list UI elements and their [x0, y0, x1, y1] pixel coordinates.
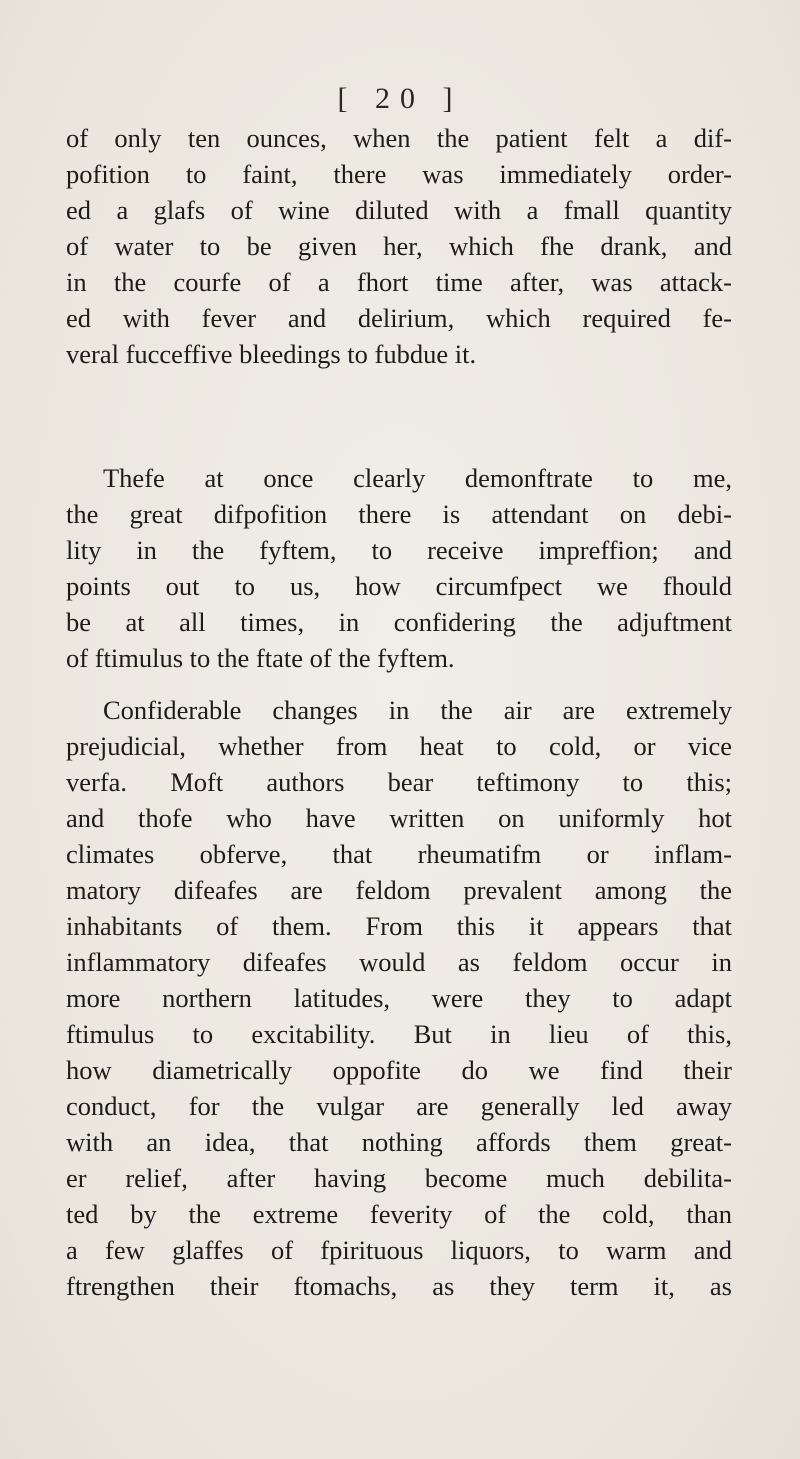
- text-line: ftrengthen their ftomachs, as they term it, as: [66, 1271, 732, 1301]
- text-line: points out to us, how circumfpect we fhould: [66, 571, 732, 601]
- text-line: with an idea, that nothing affords them great-: [66, 1127, 732, 1157]
- text-line: pofition to faint, there was immediately order-: [66, 159, 732, 189]
- text-line: veral fucceffive bleedings to fubdue it.: [66, 339, 477, 369]
- text-line: of only ten ounces, when the patient felt a dif-: [66, 123, 732, 153]
- text-line: inhabitants of them. From this it appears that: [66, 911, 732, 941]
- text-line: ed with fever and delirium, which required fe-: [66, 303, 732, 333]
- text-line: the great difpofition there is attendant on debi-: [66, 499, 732, 529]
- text-line: er relief, after having become much debilita-: [66, 1163, 732, 1193]
- text-line: prejudicial, whether from heat to cold, or vice: [66, 731, 732, 761]
- paragraph-3: [66, 692, 732, 1304]
- text-line: ted by the extreme feverity of the cold, than: [66, 1199, 732, 1229]
- text-line: ed a glafs of wine diluted with a fmall quantity: [66, 195, 732, 225]
- text-line: a few glaffes of fpirituous liquors, to warm and: [66, 1235, 732, 1265]
- text-line: and thofe who have written on uniformly hot: [66, 803, 732, 833]
- text-line: more northern latitudes, were they to adapt: [66, 983, 732, 1013]
- text-line: Thefe at once clearly demonftrate to me,: [103, 463, 732, 493]
- text-line: inflammatory difeafes would as feldom occur in: [66, 947, 732, 977]
- text-line: how diametrically oppofite do we find their: [66, 1055, 732, 1085]
- page-number: [ 20 ]: [337, 82, 463, 115]
- text-line: matory difeafes are feldom prevalent among the: [66, 875, 732, 905]
- text-line: lity in the fyftem, to receive impreffion; and: [66, 535, 732, 565]
- text-line: verfa. Moft authors bear teftimony to this;: [66, 767, 732, 797]
- text-line: conduct, for the vulgar are generally led away: [66, 1091, 732, 1121]
- text-line: be at all times, in confidering the adjuftment: [66, 607, 732, 637]
- text-line: Confiderable changes in the air are extremely: [103, 695, 732, 725]
- text-line: of water to be given her, which fhe drank, and: [66, 231, 732, 261]
- text-line: of ftimulus to the ftate of the fyftem.: [66, 643, 455, 673]
- text-line: ftimulus to excitability. But in lieu of this,: [66, 1019, 732, 1049]
- text-line: in the courfe of a fhort time after, was attack-: [66, 267, 732, 297]
- paragraph-2: [66, 460, 732, 676]
- text-line: climates obferve, that rheumatifm or inflam-: [66, 839, 732, 869]
- paragraph-1: [66, 120, 732, 372]
